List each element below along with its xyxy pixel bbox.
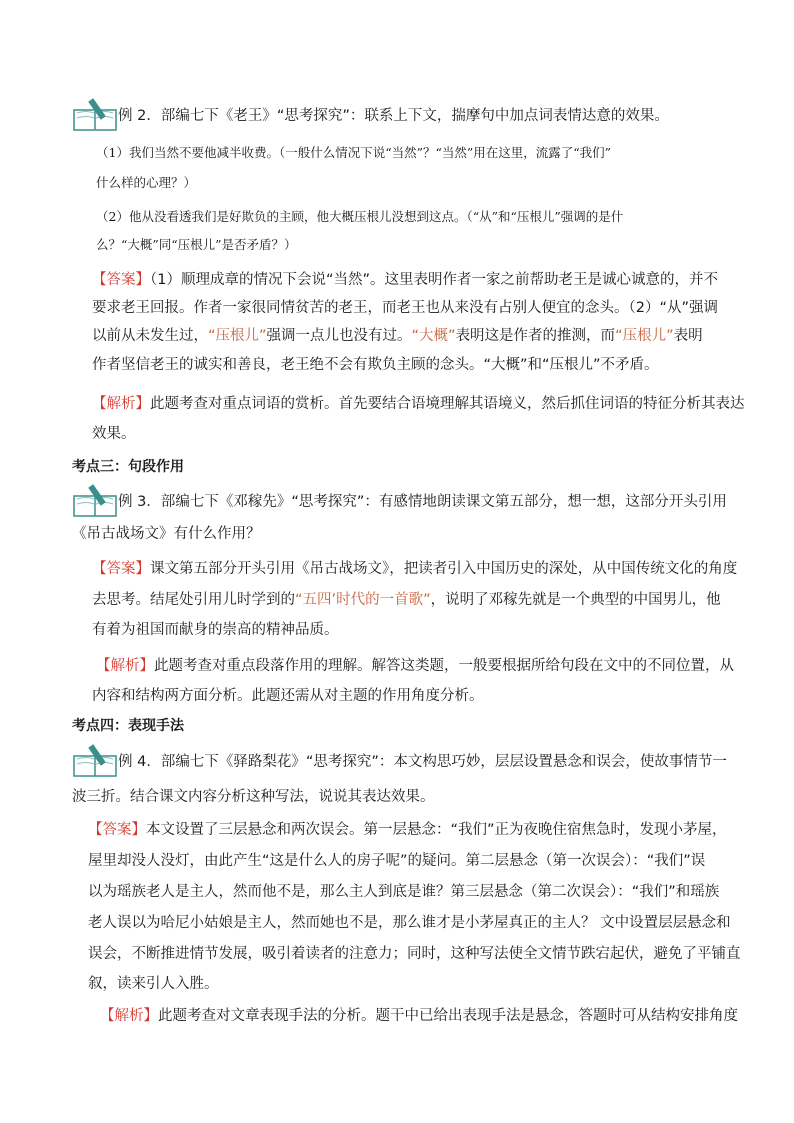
example-2-question-2-line-2: 么？“大概”同“压根儿”是否矛盾？）	[96, 237, 297, 252]
example-3-analysis-line-2: 内容和结构两方面分析。此题还需从对主题的作用角度分析。	[92, 688, 484, 704]
example-2-question-2-line-1: （2）他从没看透我们是好欺负的主顾，他大概压根儿没想到这点。（“从”和“压根儿”强调的是什	[96, 209, 624, 224]
example-4-answer-line-4: 老人误以为哈尼小姑娘是主人，然而她也不是，那么谁才是小茅屋真正的主人？ 文中设置层层悬念和	[88, 915, 731, 931]
book-pencil-icon	[72, 482, 120, 518]
example-4-answer-line-2: 屋里却没人没灯，由此产生“这是什么人的房子呢”的疑问。第二层悬念（第一次误会）：“我们”误	[88, 853, 706, 869]
example-2-analysis-line-1: 【解析】此题考查对重点词语的赏析。首先要结合语境理解其语境义，然后抓住词语的特征分析其表达	[92, 396, 745, 412]
example-4-stem-line-2: 波三折。结合课文内容分析这种写法，说说其表达效果。	[72, 789, 435, 805]
example-4-answer-line-1: 【答案】本文设置了三层悬念和两次误会。第一层悬念：“我们”正为夜晚住宿焦急时，发现小茅屋，	[88, 822, 727, 838]
answer-label: 【答案】	[92, 272, 150, 288]
key-point-4-heading: 考点四：表现手法	[72, 718, 184, 734]
example-4-analysis-line-1: 【解析】此题考查对文章表现手法的分析。题干中已给出表现手法是悬念，答题时可从结构安排角度	[100, 1008, 738, 1024]
analysis-label: 【解析】	[92, 396, 150, 412]
example-2-question-1-line-2: 什么样的心理？）	[96, 175, 197, 190]
example-2-question-1-line-1: （1）我们当然不要他减半收费。（一般什么情况下说“当然”？“当然”用在这里，流露了“我们”	[96, 145, 612, 160]
analysis-label: 【解析】	[96, 658, 154, 674]
book-pencil-icon	[72, 742, 120, 778]
example-2-answer-line-4: 作者坚信老王的诚实和善良，老王绝不会有欺负主顾的念头。“大概”和“压根儿”不矛盾。	[92, 357, 659, 373]
example-3-stem-line-2: 《吊古战场文》有什么作用？	[72, 526, 261, 542]
answer-label: 【答案】	[92, 561, 150, 577]
example-2-stem: 例 2．部编七下《老王》“思考探究”：联系上下文，揣摩句中加点词表情达意的效果。	[118, 108, 669, 124]
example-2-analysis-line-2: 效果。	[92, 426, 136, 442]
analysis-label: 【解析】	[100, 1008, 158, 1024]
example-4-answer-line-6: 叙，读来引人入胜。	[88, 976, 219, 992]
example-3-answer-line-2: 去思考。结尾处引用儿时学到的“五四’时代的一首歌”，说明了邓稼先就是一个典型的中国男儿，他	[92, 592, 721, 608]
example-4-answer-line-3: 以为瑶族老人是主人，然而他不是，那么主人到底是谁？第三层悬念（第二次误会）：“我们”和瑶族	[88, 884, 720, 900]
example-4-answer-line-5: 误会，不断推进情节发展，吸引着读者的注意力；同时，这种写法使全文情节跌宕起伏，避免了平铺直	[88, 946, 741, 962]
example-3-answer-line-3: 有着为祖国而献身的崇高的精神品质。	[92, 622, 339, 638]
example-2-answer-line-2: 要求老王回报。作者一家很同情贫苦的老王，而老王也从来没有占别人便宜的念头。（2）“从”强调	[92, 300, 718, 316]
key-point-3-heading: 考点三：句段作用	[72, 459, 184, 475]
example-2-answer-line-3: 以前从未发生过，“压根儿”强调一点儿也没有过。“大概”表明这是作者的推测，而“压根儿”表明	[92, 328, 703, 344]
answer-label: 【答案】	[88, 822, 146, 838]
example-3-stem-line-1: 例 3．部编七下《邓稼先》“思考探究”：有感情地朗读课文第五部分，想一想，这部分开头引用	[118, 494, 727, 510]
example-4-stem-line-1: 例 4．部编七下《驿路梨花》“思考探究”：本文构思巧妙，层层设置悬念和误会，使故事情节一	[118, 754, 727, 770]
book-pencil-icon	[72, 96, 120, 132]
example-3-analysis-line-1: 【解析】此题考查对重点段落作用的理解。解答这类题，一般要根据所给句段在文中的不同位置，从	[96, 658, 734, 674]
example-2-answer-line-1: 【答案】（1）顺理成章的情况下会说“当然”。这里表明作者一家之前帮助老王是诚心诚意的，并不	[92, 272, 718, 288]
example-3-answer-line-1: 【答案】课文第五部分开头引用《吊古战场文》，把读者引入中国历史的深处，从中国传统文化的角度	[92, 561, 738, 577]
